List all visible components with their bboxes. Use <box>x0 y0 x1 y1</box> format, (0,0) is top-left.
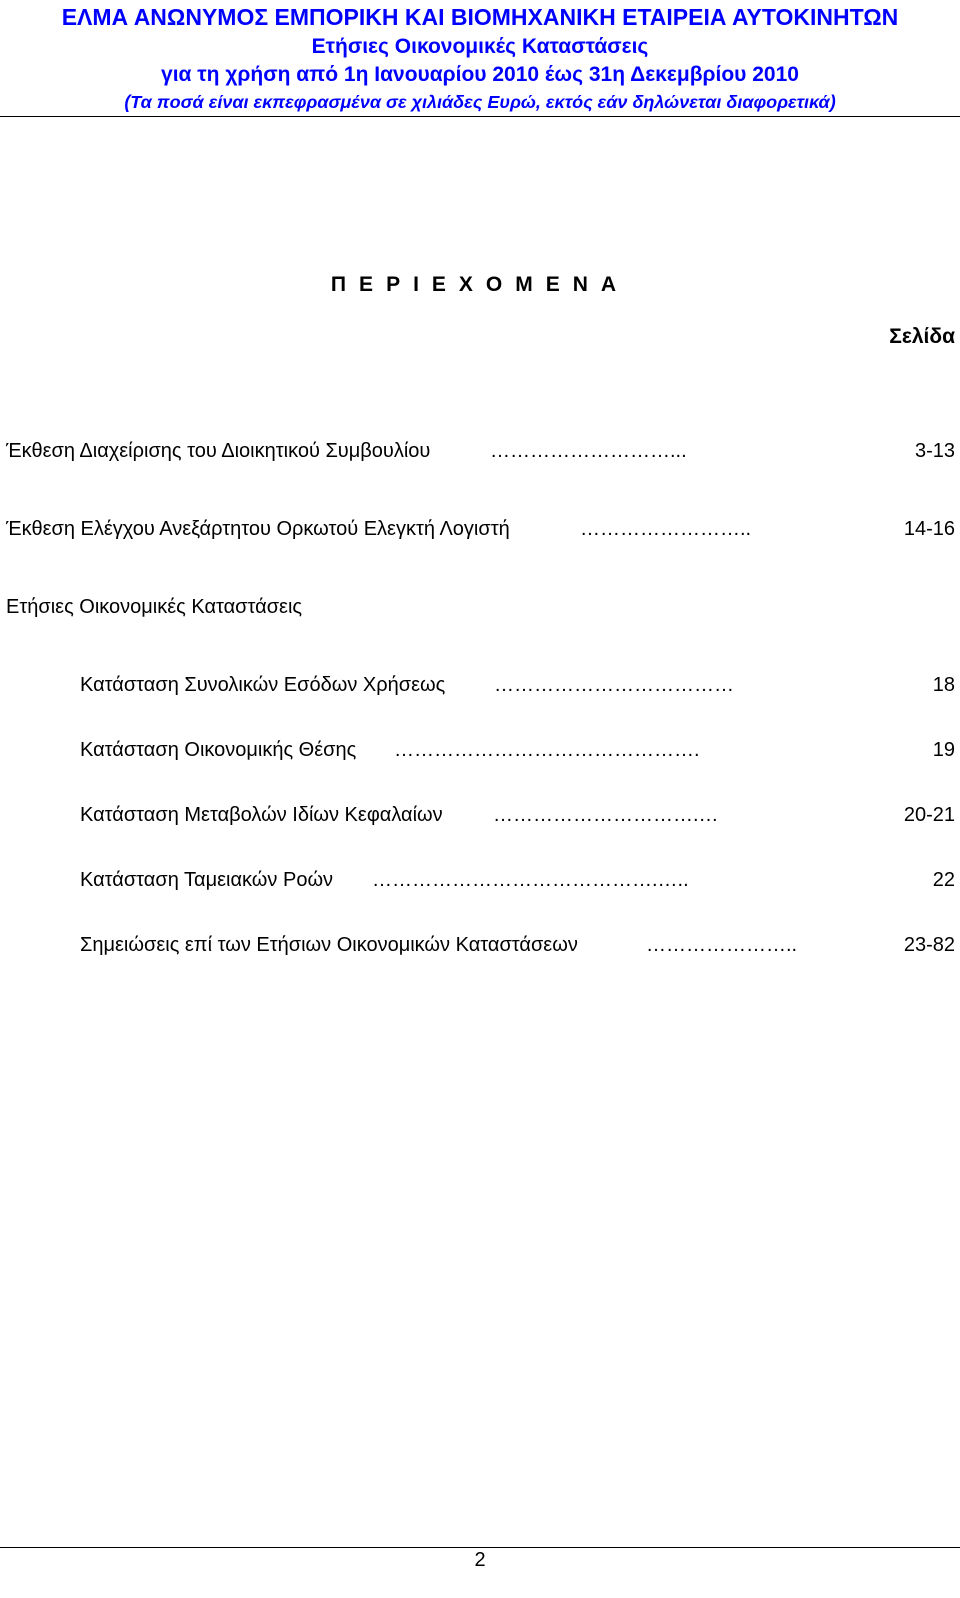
toc-entry-leader: ………………………….… <box>493 804 719 826</box>
toc-entry-leader: ……………………………… <box>494 674 734 696</box>
toc-entry-page: 18 <box>932 674 955 696</box>
report-title: Ετήσιες Οικονομικές Καταστάσεις <box>311 35 649 58</box>
toc-sub-entry[interactable] <box>0 869 955 897</box>
toc-entry-page: 23-82 <box>903 934 955 956</box>
toc-sub-entry[interactable] <box>0 804 955 832</box>
toc-entry-title: Έκθεση Ελέγχου Ανεξάρτητου Ορκωτού Ελεγκτή Λογιστή <box>6 518 510 540</box>
toc-entry-title: Σημειώσεις επί των Ετήσιων Οικονομικών Καταστάσεων <box>80 934 578 956</box>
toc-entry[interactable] <box>0 440 955 468</box>
toc-entry-page: 19 <box>932 739 955 761</box>
toc-entry-leader: ………………………………………. <box>394 739 700 761</box>
page-column-label: Σελίδα <box>889 325 955 348</box>
header-divider <box>0 116 960 117</box>
toc-entry-page: 20-21 <box>903 804 955 826</box>
toc-entry-page: 22 <box>932 869 955 891</box>
toc-entry-title: Κατάσταση Ταμειακών Ροών <box>80 869 334 891</box>
toc-entry-leader: ………………….. <box>646 934 798 956</box>
toc-entry-leader: …………………….. <box>580 518 752 540</box>
contents-title: ΠΕΡΙΕΧΟΜΕΝΑ <box>330 273 630 296</box>
toc-entry[interactable] <box>0 518 955 546</box>
footer-divider <box>0 1547 960 1548</box>
toc-sub-entry[interactable] <box>0 934 955 962</box>
amounts-note: (Τα ποσά είναι εκπεφρασμένα σε χιλιάδες Ευρώ, εκτός εάν δηλώνεται διαφορετικά) <box>124 92 836 112</box>
toc-section-heading: Ετήσιες Οικονομικές Καταστάσεις <box>6 596 303 618</box>
toc-sub-entry[interactable] <box>0 739 955 767</box>
toc-entry-page: 14-16 <box>903 518 955 540</box>
toc-entry-title: Κατάσταση Μεταβολών Ιδίων Κεφαλαίων <box>80 804 443 826</box>
toc-entry-title: Κατάσταση Συνολικών Εσόδων Χρήσεως <box>80 674 446 696</box>
toc-entry-leader: …………………………………….….. <box>372 869 689 891</box>
page-number: 2 <box>474 1549 486 1571</box>
toc-entry-title: Έκθεση Διαχείρισης του Διοικητικού Συμβουλίου <box>6 440 431 462</box>
toc-sub-entry[interactable] <box>0 674 955 702</box>
company-name: ΕΛΜΑ ΑΝΩΝΥΜΟΣ ΕΜΠΟΡΙΚΗ ΚΑΙ ΒΙΟΜΗΧΑΝΙΚΗ ΕΤΑΙΡΕΙΑ ΑΥΤΟΚΙΝΗΤΩΝ <box>61 4 899 30</box>
toc-entry-page: 3-13 <box>914 440 955 462</box>
toc-entry-title: Κατάσταση Οικονομικής Θέσης <box>80 739 357 761</box>
report-period: για τη χρήση από 1η Ιανουαρίου 2010 έως 31η Δεκεμβρίου 2010 <box>161 63 799 86</box>
toc-entry-leader: ………………………... <box>490 440 687 462</box>
